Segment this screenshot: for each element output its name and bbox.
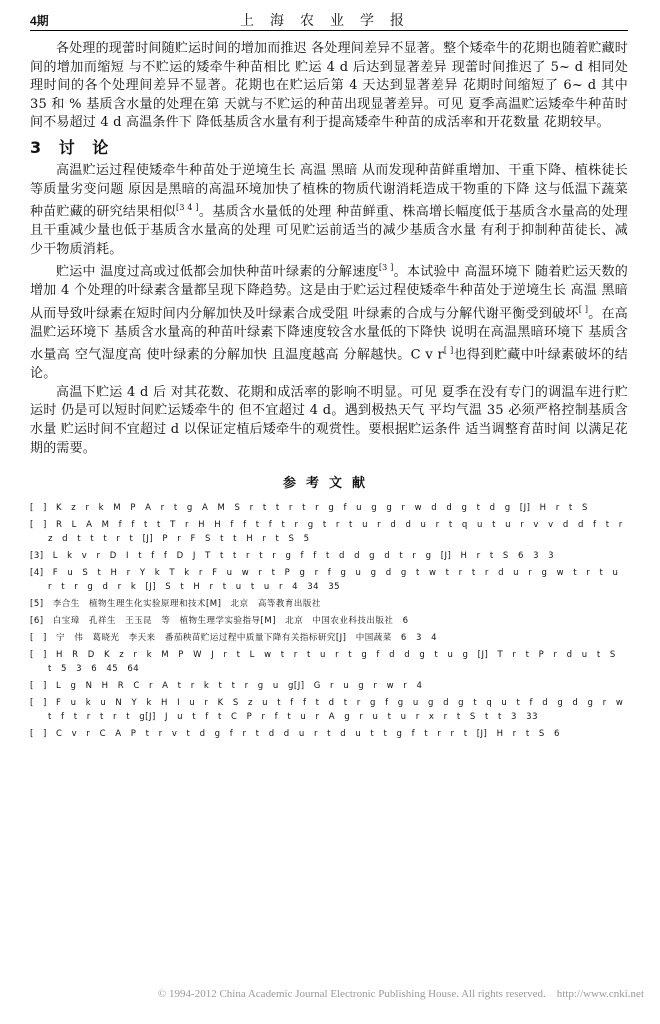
paragraph-text: 也得到贮藏中叶绿素破坏的结论。 [30,347,628,382]
copyright-footer [24,988,644,1000]
citation: [ ] [443,346,454,356]
citation: [3 ] [378,263,394,273]
paragraph-discussion-1 [30,162,628,259]
references-title: 参考文献 [282,476,375,492]
reference-item: [3] L k v r D I t f f D J T t t r t r g f f t d d g d t r g [J] H r t S 6 3 3 [30,551,555,562]
copyright-text: © 1994-2012 China Academic Journal Electronic Publishing House. All rights reserved. [157,988,546,1000]
reference-item: [ ] 宁 伟 葛晓光 李天来 番茄秧苗贮运过程中质量下降有关指标研究[J] 中国蔬菜 6 3 4 [30,633,438,644]
footer-link[interactable]: http://www.cnki.net [556,988,644,1000]
reference-item: [ ] L g N H R C r A t r k t t r g u g[J] G r u g r w r 4 [30,681,423,692]
reference-item: [6] 白宝璋 孔祥生 王玉昆 等 植物生理学实验指导[M] 北京 中国农业科技出版社 6 [30,616,409,627]
article-body [30,40,628,744]
citation: [3 4 ] [176,203,199,213]
paragraph-text: 。基质含水量低的处理 种苗鲜重、株高增长幅度低于基质含水量高的处理 且干重减少量也低于基质含水量高的处理 可见贮运前适当的减少基质含水量 有利于抑制种苗徒长、减少干物质消耗。 [30,204,628,257]
reference-item: [ ] H R D K z r k M P W J r t L w t r t u r t g f d d g t u g [J] T r t P r d u t S t 5 3 6 45 64 [30,650,616,675]
page-header [30,10,630,30]
paragraph-text: 高温贮运过程使矮牵牛种苗处于逆境生长 高温 黑暗 从而发现种苗鲜重增加、干重下降、植株徒长等质量劣变问题 原因是黑暗的高温环境加快了植株的物质代谢消耗造成干物重的下降 这与低温下蔬菜种苗贮藏的研究结果相似 [30,162,628,220]
citation: [ ] [578,304,589,314]
issue-number: 4期 [30,14,49,28]
reference-list [30,501,628,741]
reference-item: [ ] C v r C A P t r v t d g f r t d d u r t d u t t g f t r r t [J] H r t S 6 [30,729,560,740]
paragraph-discussion-2 [30,259,628,384]
reference-item: [ ] K z r k M P A r t g A M S r t t r t r g f u g g r w d d g t d g [J] H r t S [30,503,588,514]
paragraph-text: 贮运中 温度过高或过低都会加快种苗叶绿素的分解速度 [56,264,379,280]
paragraph-results: 各处理的现蕾时间随贮运时间的增加而推迟 各处理间差异不显著。整个矮牵牛的花期也随着贮藏时间的增加而缩短 与不贮运的矮牵牛种苗相比 贮运 4 d 后达到显著差异 现蕾时间推迟了 5~ d 相同处理时间的各个处理间差异不显著。花期也在贮运后第 4 天达到显著差异 花期时间缩短了 6~ d 其中 35 和 % 基质含水量的处理在第 天就与不贮运的种苗出现显著差异。可见 夏季高温贮运矮牵牛种苗时间不易超过 4 d 高温条件下 降低基质含水量有利于提高矮牵牛种苗的成活率和开花数量 花期较早。 [30,41,628,131]
journal-title: 上海农业学报 [240,13,420,29]
header-rule [30,30,628,31]
paragraph-discussion-3: 高温下贮运 4 d 后 对其花数、花期和成活率的影响不明显。可见 夏季在没有专门的调温车进行贮运时 仍是可以短时间贮运矮牵牛的 但不宜超过 4 d。遇到极热天气 平均气温 35 必须严格控制基质含水量 贮运时间不宜超过 d 以保证定植后矮牵牛的观赏性。要根据贮运条件 适当调整育苗时间 以满足花期的需要。 [30,384,628,456]
reference-item: [ ] R L A M f f t t T r H H f f t f t r g t r t u r d d u r t q u t u r v v d d f t r z d t t t r t [J] P r F S t t H r t S 5 [30,520,623,545]
reference-item: [4] F u S t H r Y k T k r F u w r t P g r f g u g d g t w t r t r d u r g w t r t u r t r g d r k [J] S t H r t u t u r 4 34 35 [30,568,619,593]
reference-item: [5] 李合生 植物生理生化实验原理和技术[M] 北京 高等教育出版社 [30,599,321,610]
section-title-discussion: 3 讨 论 [30,137,115,157]
paragraph-text: 。本试验中 高温环境下 随着贮运天数的增加 4 个处理的叶绿素含量都呈现下降趋势。这是由于贮运过程使矮牵牛种苗处于逆境生长 高温 黑暗 从而导致叶绿素在短时间内分解加快及叶绿素合成受阻 叶绿素的合成与分解代谢平衡受到破坏 [30,264,628,322]
reference-item: [ ] F u k u N Y k H I u r K S z u t f f t d t r g f g u g d g t q u t f d g d g r w t f t r t r t g[J] J u t f t C P r f t u r A g r u t u r x r t S t t 3 33 [30,698,624,723]
paragraph-text: 。在高温贮运环境下 基质含水量高的种苗叶绿素下降速度较含水量低的下降快 说明在高温黑暗环境下 基质含水量高 空气湿度高 使叶绿素的分解加快 且温度越高 分解越快。C v r [30,306,628,363]
